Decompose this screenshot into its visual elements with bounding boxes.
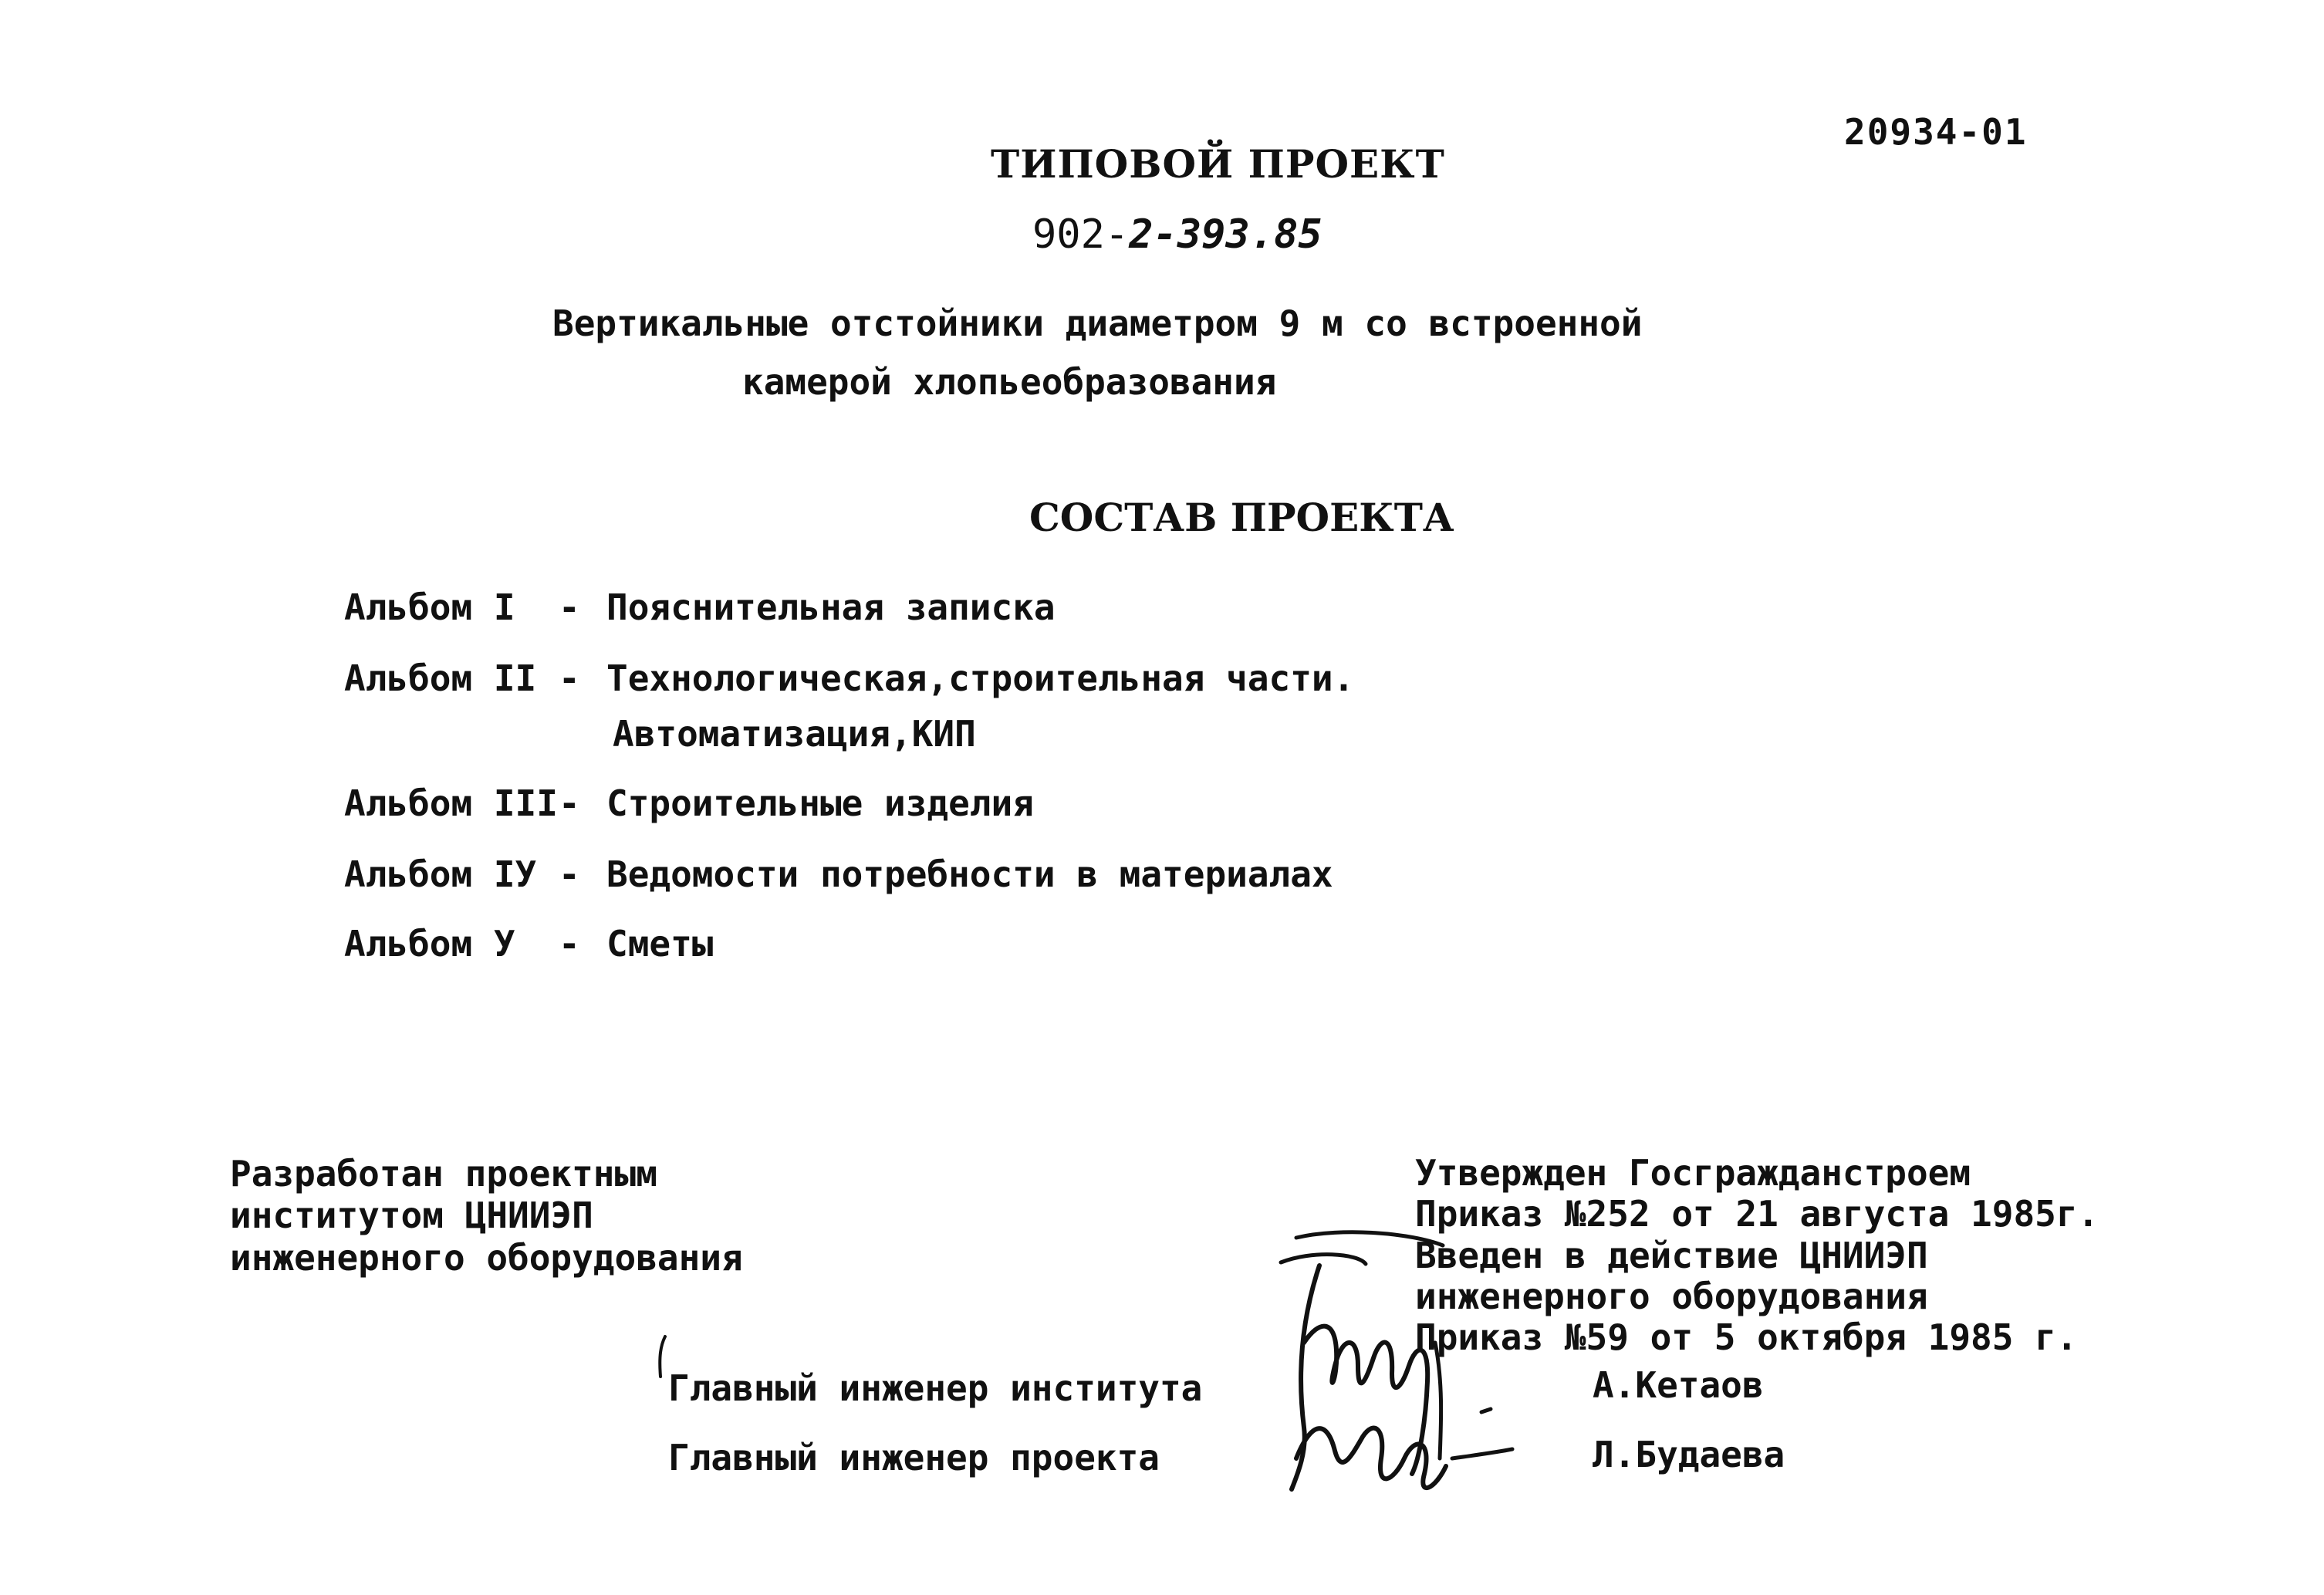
album-label: Альбом II bbox=[344, 657, 537, 699]
album-row bbox=[344, 586, 1056, 628]
album-row bbox=[344, 923, 714, 965]
album-dash: - bbox=[559, 657, 580, 699]
developer-line: Разработан проектным bbox=[230, 1153, 657, 1195]
project-code-handwritten: 2-393.85 bbox=[1129, 211, 1322, 258]
project-type-heading: ТИПОВОЙ ПРОЕКТ bbox=[991, 141, 1445, 187]
approval-line: Введен в действие ЦНИИЭП bbox=[1415, 1234, 1928, 1276]
album-dash: - bbox=[559, 923, 580, 965]
developer-line: институтом ЦНИИЭП bbox=[230, 1195, 593, 1237]
approval-line: инженерного оборудования bbox=[1415, 1276, 1928, 1318]
signature-role: Главный инженер проекта bbox=[668, 1437, 1160, 1478]
project-title-line-1: Вертикальные отстойники диаметром 9 м со встроенной bbox=[552, 302, 1643, 344]
signature-role: Главный инженер института bbox=[668, 1367, 1203, 1409]
album-description-continuation: Автоматизация,КИП bbox=[613, 713, 976, 755]
album-dash: - bbox=[559, 782, 580, 824]
album-description: Технологическая,строительная части. bbox=[606, 657, 1355, 699]
album-label: Альбом I bbox=[344, 586, 515, 628]
album-dash: - bbox=[559, 586, 580, 628]
approval-line: Приказ №59 от 5 октября 1985 г. bbox=[1415, 1316, 2078, 1359]
developer-line: инженерного оборудования bbox=[230, 1236, 743, 1279]
album-dash: - bbox=[559, 853, 580, 895]
album-description: Ведомости потребности в материалах bbox=[606, 853, 1333, 895]
album-label: Альбом У bbox=[344, 923, 515, 965]
approval-line: Приказ №252 от 21 августа 1985г. bbox=[1415, 1193, 2099, 1235]
album-label: Альбом III bbox=[344, 782, 558, 824]
document-number: 20934-01 bbox=[1844, 111, 2028, 153]
handwritten-signatures bbox=[1250, 1227, 1574, 1520]
album-label: Альбом IУ bbox=[344, 853, 537, 895]
album-row bbox=[344, 853, 1333, 895]
album-description: Строительные изделия bbox=[606, 782, 1034, 824]
approval-line: Утвержден Госгражданстроем bbox=[1415, 1152, 1971, 1194]
ink-mark bbox=[654, 1333, 670, 1380]
signature-name: А.Кетаов bbox=[1593, 1364, 1764, 1406]
album-description: Пояснительная записка bbox=[606, 586, 1056, 628]
signature-name: Л.Будаева bbox=[1593, 1434, 1785, 1475]
album-row bbox=[344, 657, 1355, 699]
album-row bbox=[344, 782, 1034, 824]
developer-block bbox=[230, 1153, 743, 1279]
project-code bbox=[1032, 211, 1322, 258]
album-description: Сметы bbox=[606, 923, 714, 965]
project-title-line-2: камерой хлопьеобразования bbox=[742, 361, 1277, 403]
contents-heading: СОСТАВ ПРОЕКТА bbox=[1029, 495, 1454, 540]
project-code-prefix: 902- bbox=[1032, 211, 1130, 258]
